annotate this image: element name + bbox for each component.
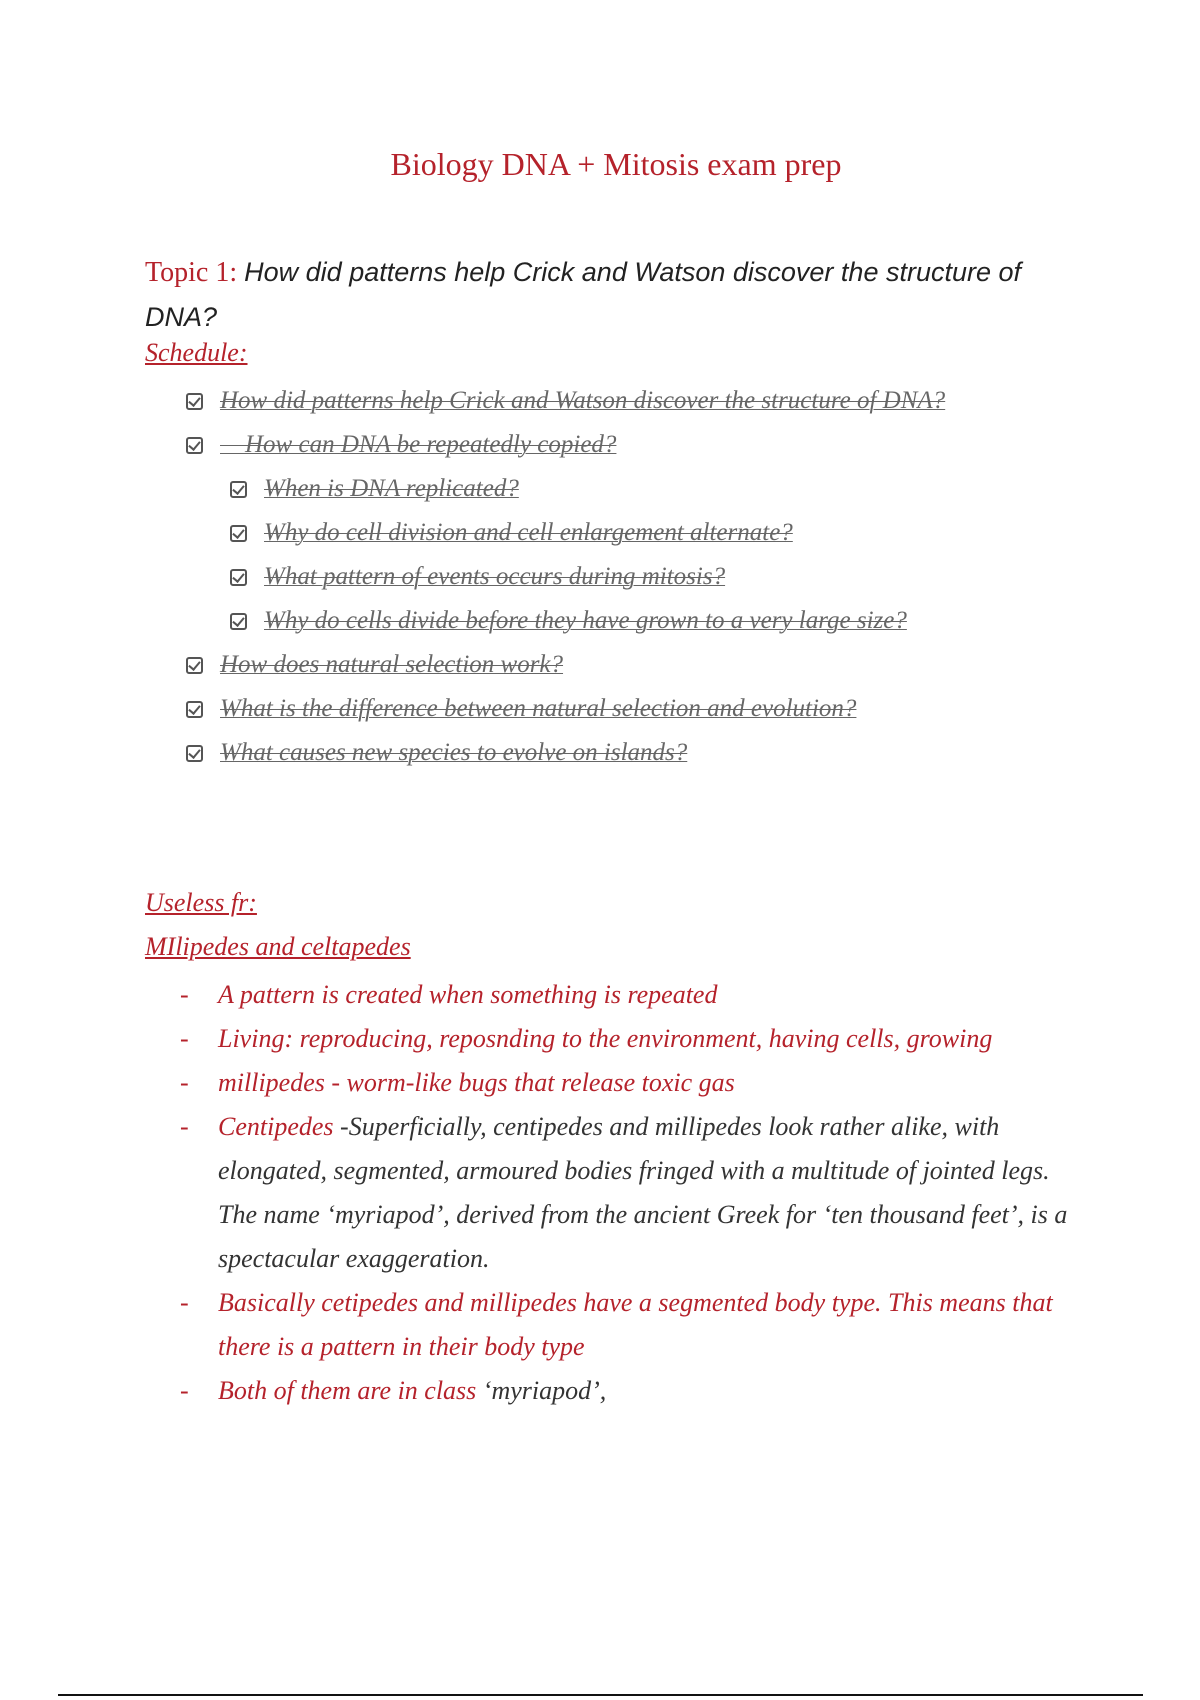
list-item <box>180 1369 1090 1413</box>
list-item <box>180 1017 1090 1061</box>
checked-checkbox-icon[interactable] <box>230 481 247 498</box>
checklist-item-text: When is DNA replicated? <box>264 475 519 502</box>
checklist-item[interactable] <box>186 691 856 727</box>
checklist-subitem[interactable] <box>230 603 907 639</box>
checklist-item[interactable] <box>186 647 563 683</box>
list-item <box>180 1105 1090 1281</box>
checklist-item[interactable] <box>186 735 687 771</box>
checklist-subitem[interactable] <box>230 471 519 507</box>
list-item <box>180 1061 1090 1105</box>
document-title: Biology DNA + Mitosis exam prep <box>390 146 842 182</box>
checklist-item-text: How can DNA be repeatedly copied? <box>220 431 617 458</box>
checklist-item-text: What is the difference between natural selection and evolution? <box>220 695 857 722</box>
checked-checkbox-icon[interactable] <box>230 525 247 542</box>
checklist-subitem[interactable] <box>230 559 725 595</box>
checklist-item-text: Why do cell division and cell enlargement alternate? <box>264 519 793 546</box>
checklist-item-text: Why do cells divide before they have grown to a very large size? <box>264 607 907 634</box>
checklist-item-text: What pattern of events occurs during mitosis? <box>264 563 726 590</box>
checklist-item[interactable] <box>186 383 945 419</box>
bullet-text: Centipedes -Superficially, centipedes and millipedes look rather alike, with elongated, segmented, armoured bodies fringed with a multitude of jointed legs. The name ‘myriapod’, derived from the ancient Greek for ‘ten thousand feet’, is a spectacular exaggeration. <box>218 1112 1068 1273</box>
checklist-item-text: How did patterns help Crick and Watson discover the structure of DNA? <box>220 387 946 414</box>
bullet-text: A pattern is created when something is repeated <box>218 980 718 1009</box>
topic-question: How did patterns help Crick and Watson discover the structure of DNA? <box>145 257 1022 332</box>
bullet-dash: - <box>180 1288 189 1317</box>
schedule-label: Schedule: <box>145 338 248 367</box>
topic-label: Topic 1: <box>145 257 245 288</box>
checked-checkbox-icon[interactable] <box>186 393 203 410</box>
bullet-text: millipedes - worm-like bugs that release toxic gas <box>218 1068 735 1097</box>
useless-label: Useless fr: <box>145 888 257 917</box>
page-bottom-divider <box>58 1694 1143 1696</box>
checked-checkbox-icon[interactable] <box>186 701 203 718</box>
checked-checkbox-icon[interactable] <box>230 569 247 586</box>
bullet-text: Living: reproducing, reposnding to the environment, having cells, growing <box>218 1024 993 1053</box>
bullet-text: Basically cetipedes and millipedes have a segmented body type. This means that there is a pattern in their body type <box>218 1288 1053 1361</box>
checked-checkbox-icon[interactable] <box>186 745 203 762</box>
subheading: MIlipedes and celtapedes <box>145 932 411 961</box>
bullet-dash: - <box>180 1376 189 1405</box>
bullet-dash: - <box>180 980 189 1009</box>
checklist-item-text: How does natural selection work? <box>220 651 564 678</box>
checked-checkbox-icon[interactable] <box>186 437 203 454</box>
list-item <box>180 1281 1090 1369</box>
checklist-item[interactable] <box>186 427 616 463</box>
checked-checkbox-icon[interactable] <box>230 613 247 630</box>
checklist-item-text: What causes new species to evolve on islands? <box>220 739 688 766</box>
bullet-dash: - <box>180 1024 189 1053</box>
bullet-dash: - <box>180 1068 189 1097</box>
bullet-text: Both of them are in class ‘myriapod’, <box>218 1376 607 1405</box>
topic-heading <box>145 250 1085 340</box>
bullet-dash: - <box>180 1112 189 1141</box>
checked-checkbox-icon[interactable] <box>186 657 203 674</box>
list-item <box>180 973 1090 1017</box>
checklist-subitem[interactable] <box>230 515 793 551</box>
